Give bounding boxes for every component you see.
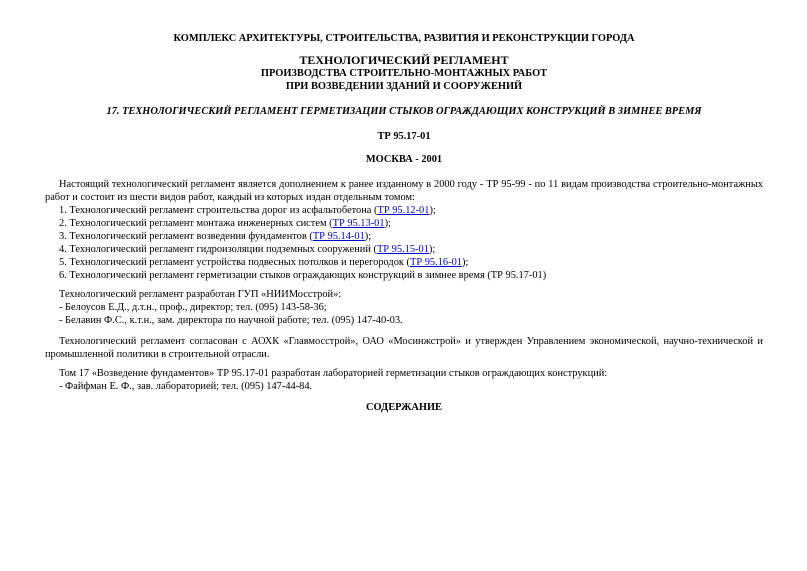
city-year: МОСКВА - 2001 [365, 154, 443, 165]
organization-heading: КОМПЛЕКС АРХИТЕКТУРЫ, СТРОИТЕЛЬСТВА, РАЗВИТИЯ И РЕКОНСТРУКЦИИ ГОРОДА [173, 33, 635, 44]
volume-note: Том 17 «Возведение фундаментов» ТР 95.17-01 разработан лабораторией герметизации стыков ограждающих конструкций: [59, 368, 608, 379]
list-item: 2. Технологический регламент монтажа инженерных систем (ТР 95.13-01); [59, 218, 391, 229]
document-page [45, 32, 763, 414]
tr-95-16-01-link[interactable]: ТР 95.16-01 [410, 257, 462, 268]
document-subtitle-1: ПРОИЗВОДСТВА СТРОИТЕЛЬНО-МОНТАЖНЫХ РАБОТ [260, 68, 548, 79]
list-item: 3. Технологический регламент возведения фундаментов (ТР 95.14-01); [59, 231, 372, 242]
list-item: 6. Технологический регламент герметизации стыков ограждающих конструкций в зимнее время (ТР 95.17-01) [59, 270, 547, 281]
list-item: 5. Технологический регламент устройства подвесных потолков и перегородок (ТР 95.16-01); [59, 257, 469, 268]
tr-95-15-01-link[interactable]: ТР 95.15-01 [376, 244, 429, 255]
tr-95-14-01-link[interactable]: ТР 95.14-01 [312, 231, 365, 242]
document-title: ТЕХНОЛОГИЧЕСКИЙ РЕГЛАМЕНТ [299, 53, 509, 67]
contents-heading: СОДЕРЖАНИЕ [365, 402, 442, 413]
document-subtitle-2: ПРИ ВОЗВЕДЕНИИ ЗДАНИЙ И СООРУЖЕНИЙ [285, 81, 523, 92]
document-code: ТР 95.17-01 [377, 131, 431, 142]
tr-95-13-01-link[interactable]: ТР 95.13-01 [332, 218, 385, 229]
developer-person: - Белоусов Е.Д., д.т.н., проф., директор; тел. (095) 143-58-36; [59, 302, 327, 313]
list-item: 1. Технологический регламент строительства дорог из асфальтобетона (ТР 95.12-01); [59, 205, 436, 216]
developer-paragraph: Технологический регламент разработан ГУП «НИИМосстрой»: [59, 289, 342, 300]
section-heading: 17. ТЕХНОЛОГИЧЕСКИЙ РЕГЛАМЕНТ ГЕРМЕТИЗАЦИИ СТЫКОВ ОГРАЖДАЮЩИХ КОНСТРУКЦИЙ В ЗИМНЕЕ ВРЕМЯ [106, 106, 702, 117]
tr-95-12-01-link[interactable]: ТР 95.12-01 [377, 205, 430, 216]
intro-paragraph: Настоящий технологический регламент является дополнением к ранее изданному в 2000 году - ТР 95-99 - по 11 видам производства строительно-монтажных работ и состоит из шести видов работ, каждый из которых издан отдельным томом: [45, 179, 763, 203]
approval-paragraph: Технологический регламент согласован с АОХК «Главмосстрой», ОАО «Мосинжстрой» и утвержден Управлением экономической, научно-технической и промышленной политики в строительной отрасли. [45, 336, 763, 360]
developer-person: - Белавин Ф.С., к.т.н., зам. директора по научной работе; тел. (095) 147-40-03. [59, 315, 403, 326]
list-item: 4. Технологический регламент гидроизоляции подземных сооружений (ТР 95.15-01); [59, 244, 436, 255]
volumes-list [45, 204, 763, 282]
volume-person: - Файфман Е. Ф., зав. лабораторией; тел. (095) 147-44-84. [59, 381, 313, 392]
